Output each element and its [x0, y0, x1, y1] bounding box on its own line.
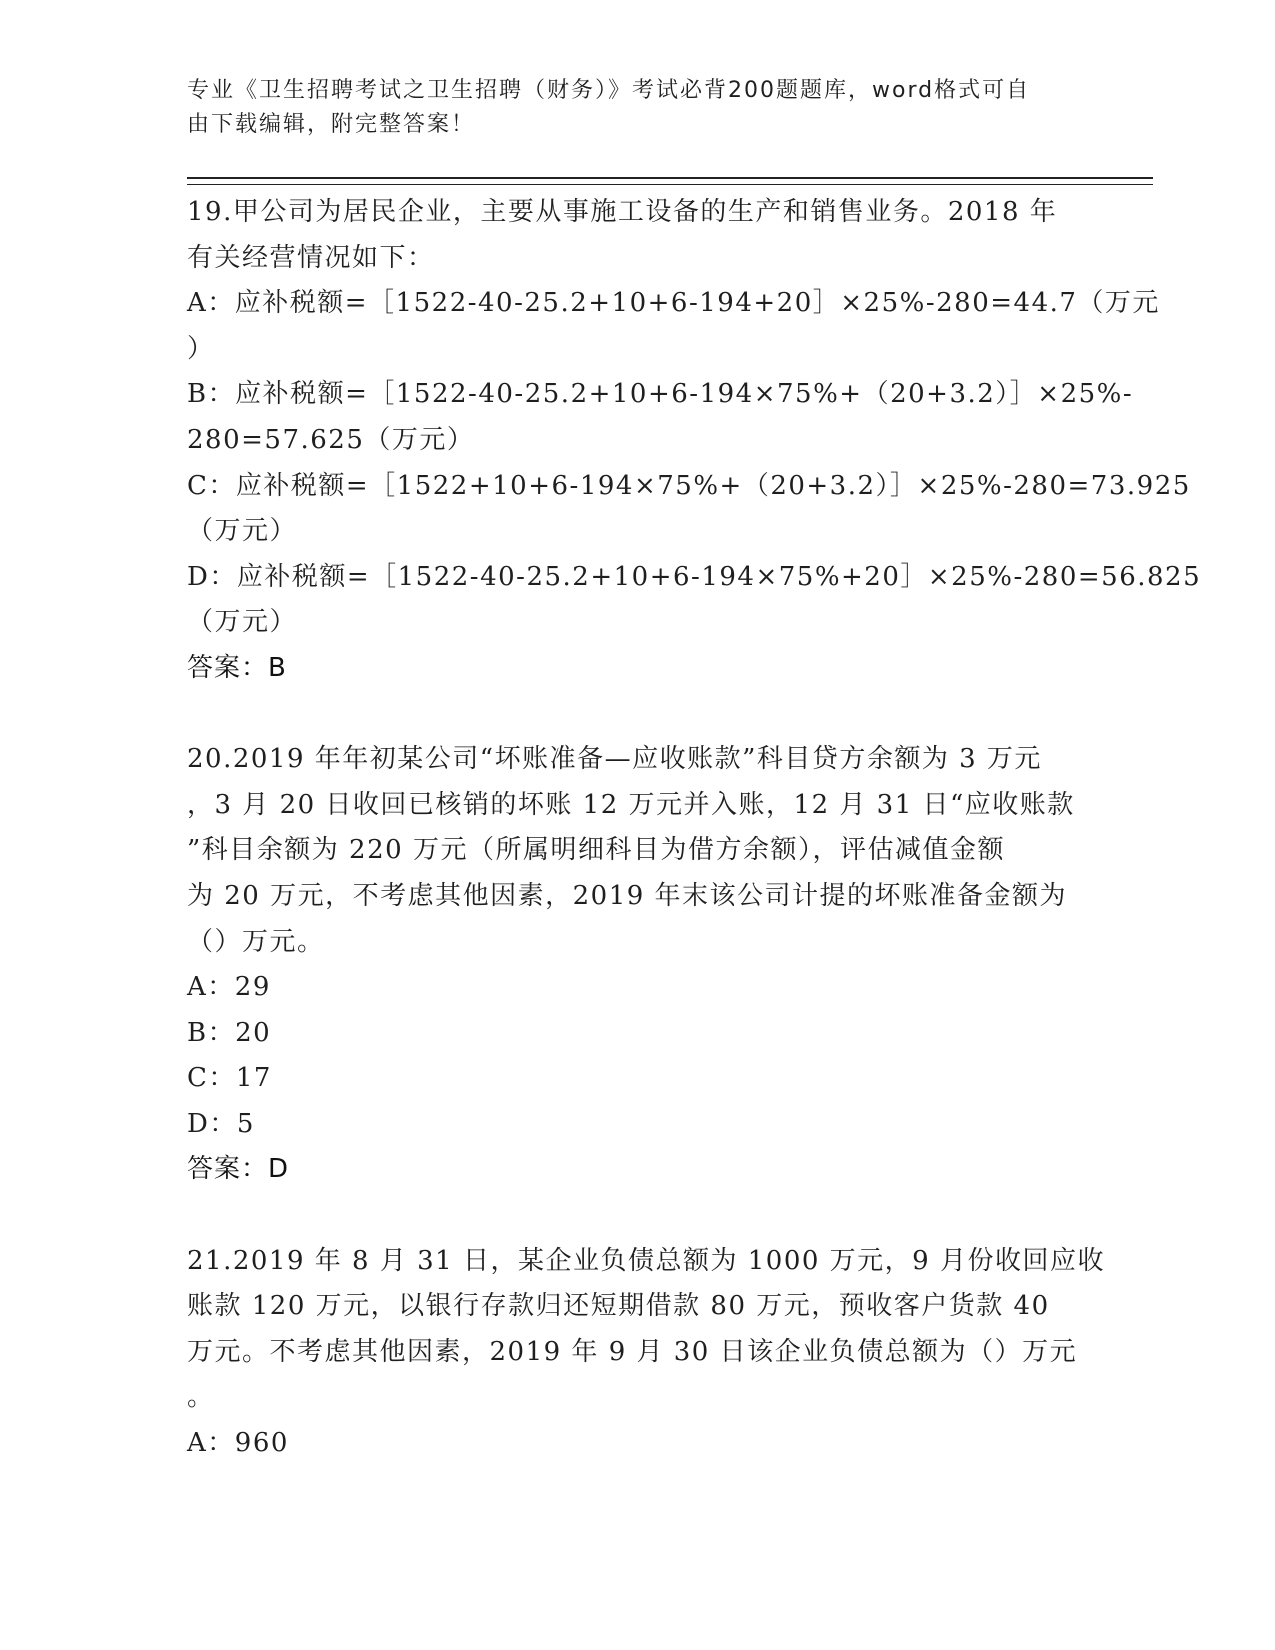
question-20 [187, 737, 1087, 1193]
question-19-line: 19.甲公司为居民企业，主要从事施工设备的生产和销售业务。2018 年 [187, 197, 1058, 227]
question-list [187, 190, 1202, 1467]
question-19-line: 有关经营情况如下： [187, 242, 435, 273]
question-20-line: 20.2019 年年初某公司“坏账准备—应收账款”科目贷方余额为 3 万元 [187, 744, 1042, 775]
document-header [187, 74, 1067, 142]
question-21-option-a: A：960 [187, 1428, 289, 1459]
header-title-line-1: 专业《卫生招聘考试之卫生招聘（财务）》考试必背200题题库，word格式可自 [187, 78, 1031, 103]
question-20-answer: 答案：D [187, 1154, 290, 1185]
question-19-answer: 答案：B [187, 652, 287, 683]
question-20-option-c: C：17 [187, 1063, 272, 1094]
question-19-option-a: A：应补税额=［1522-40-25.2+10+6-194+20］×25%-280=44.7（万元 [187, 288, 1160, 319]
question-21-line: 。 [187, 1382, 215, 1413]
question-20-option-a: A：29 [187, 972, 271, 1003]
spacer [187, 692, 1087, 738]
question-19 [187, 190, 1202, 692]
question-20-line: 为 20 万元，不考虑其他因素，2019 年末该公司计提的坏账准备金额为 [187, 880, 1068, 911]
question-19-option-b: B：应补税额=［1522-40-25.2+10+6-194×75%+（20+3.2）］×25%- [187, 379, 1134, 410]
question-19-option-b-cont: 280=57.625（万元） [187, 424, 475, 455]
question-19-option-d: D：应补税额=［1522-40-25.2+10+6-194×75%+20］×25%-280=56.825 [187, 561, 1202, 592]
question-20-option-b: B：20 [187, 1017, 272, 1048]
question-21-line: 万元。不考虑其他因素，2019 年 9 月 30 日该企业负债总额为（）万元 [187, 1336, 1078, 1367]
question-20-line: （）万元。 [187, 926, 325, 957]
question-20-line: ，3 月 20 日收回已核销的坏账 12 万元并入账，12 月 31 日“应收账款 [187, 789, 1075, 820]
question-21 [187, 1239, 1105, 1467]
question-19-option-a-cont: ） [187, 333, 215, 364]
question-21-line: 21.2019 年 8 月 31 日，某企业负债总额为 1000 万元，9 月份收回应收 [187, 1245, 1105, 1276]
question-19-option-c: C：应补税额=［1522+10+6-194×75%+（20+3.2）］×25%-280=73.925 [187, 470, 1191, 501]
question-20-line: ”科目余额为 220 万元（所属明细科目为借方余额），评估减值金额 [187, 835, 1005, 866]
question-19-option-d-cont: （万元） [187, 607, 298, 638]
header-title-line-2: 由下载编辑，附完整答案！ [187, 112, 476, 137]
question-19-option-c-cont: （万元） [187, 516, 298, 547]
spacer [187, 1193, 1087, 1239]
header-divider-thin [187, 184, 1153, 185]
question-21-line: 账款 120 万元，以银行存款归还短期借款 80 万元，预收客户货款 40 [187, 1291, 1050, 1322]
header-divider-thick [187, 177, 1153, 179]
question-20-option-d: D：5 [187, 1108, 255, 1139]
